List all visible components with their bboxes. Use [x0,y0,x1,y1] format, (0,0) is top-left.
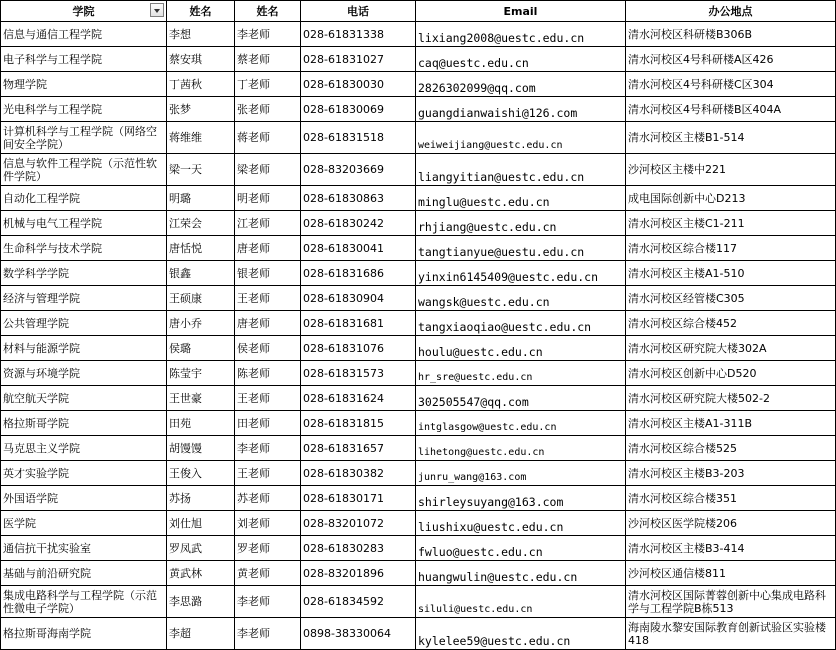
cell-phone[interactable]: 028-61831076 [301,336,416,361]
cell-name[interactable]: 李思潞 [167,586,235,618]
cell-title[interactable]: 苏老师 [235,486,301,511]
cell-phone[interactable]: 028-61830904 [301,286,416,311]
cell-office[interactable]: 清水河校区主楼B3-414 [626,536,836,561]
table-row [1,286,836,311]
column-header-title[interactable]: 姓名 [235,1,301,22]
cell-email[interactable]: 302505547@qq.com [416,386,626,411]
cell-email[interactable]: junru_wang@163.com [416,461,626,486]
cell-phone[interactable]: 0898-38330064 [301,618,416,650]
cell-title[interactable]: 江老师 [235,211,301,236]
cell-title[interactable]: 李老师 [235,586,301,618]
cell-phone[interactable]: 028-61830069 [301,97,416,122]
cell-college[interactable]: 自动化工程学院 [1,186,167,211]
table-row [1,211,836,236]
cell-college[interactable]: 生命科学与技术学院 [1,236,167,261]
cell-college[interactable]: 格拉斯哥学院 [1,411,167,436]
cell-office[interactable]: 清水河校区主楼C1-211 [626,211,836,236]
filter-dropdown-icon[interactable] [150,3,164,17]
cell-title[interactable]: 刘老师 [235,511,301,536]
cell-email[interactable]: liangyitian@uestc.edu.cn [416,154,626,186]
cell-office[interactable]: 沙河校区主楼中221 [626,154,836,186]
cell-phone[interactable]: 028-61831027 [301,47,416,72]
cell-college[interactable]: 英才实验学院 [1,461,167,486]
table-row [1,361,836,386]
cell-office[interactable]: 清水河校区经管楼C305 [626,286,836,311]
table-row [1,261,836,286]
table-row [1,154,836,186]
cell-name[interactable]: 张梦 [167,97,235,122]
cell-college[interactable]: 数学科学学院 [1,261,167,286]
table-row [1,436,836,461]
cell-college[interactable]: 公共管理学院 [1,311,167,336]
cell-name[interactable]: 唐恬悦 [167,236,235,261]
cell-college[interactable]: 格拉斯哥海南学院 [1,618,167,650]
cell-office[interactable]: 清水河校区研究院大楼502-2 [626,386,836,411]
table-row [1,236,836,261]
table-row [1,72,836,97]
cell-office[interactable]: 清水河校区主楼B3-203 [626,461,836,486]
cell-office[interactable]: 清水河校区主楼A1-311B [626,411,836,436]
cell-name[interactable]: 罗凤武 [167,536,235,561]
column-header-phone[interactable]: 电话 [301,1,416,22]
cell-email[interactable]: shirleysuyang@163.com [416,486,626,511]
cell-phone[interactable]: 028-61830863 [301,186,416,211]
table-row [1,336,836,361]
cell-office[interactable]: 清水河校区综合楼525 [626,436,836,461]
cell-email[interactable]: tangxiaoqiao@uestc.edu.cn [416,311,626,336]
cell-office[interactable]: 清水河校区4号科研楼B区404A [626,97,836,122]
cell-name[interactable]: 江荣会 [167,211,235,236]
cell-email[interactable]: lixiang2008@uestc.edu.cn [416,22,626,47]
cell-name[interactable]: 明璐 [167,186,235,211]
cell-college[interactable]: 资源与环境学院 [1,361,167,386]
cell-college[interactable]: 信息与软件工程学院（示范性软件学院） [1,154,167,186]
cell-name[interactable]: 侯璐 [167,336,235,361]
cell-email[interactable]: huangwulin@uestc.edu.cn [416,561,626,586]
cell-title[interactable]: 罗老师 [235,536,301,561]
cell-email[interactable]: lihetong@uestc.edu.cn [416,436,626,461]
cell-phone[interactable]: 028-61830382 [301,461,416,486]
cell-email[interactable]: guangdianwaishi@126.com [416,97,626,122]
cell-name[interactable]: 王世豪 [167,386,235,411]
column-header-name[interactable]: 姓名 [167,1,235,22]
column-header-label: 学院 [72,4,95,18]
table-row [1,411,836,436]
cell-phone[interactable]: 028-61831573 [301,361,416,386]
table-row [1,486,836,511]
cell-phone[interactable]: 028-61831815 [301,411,416,436]
cell-title[interactable]: 梁老师 [235,154,301,186]
cell-phone[interactable]: 028-61831624 [301,386,416,411]
cell-college[interactable]: 基础与前沿研究院 [1,561,167,586]
cell-title[interactable]: 陈老师 [235,361,301,386]
cell-office[interactable]: 清水河校区研究院大楼302A [626,336,836,361]
cell-phone[interactable]: 028-61831518 [301,122,416,154]
cell-name[interactable]: 胡馒馒 [167,436,235,461]
cell-email[interactable]: rhjiang@uestc.edu.cn [416,211,626,236]
table-row [1,461,836,486]
cell-name[interactable]: 蔡安琪 [167,47,235,72]
cell-office[interactable]: 清水河校区主楼B1-514 [626,122,836,154]
table-row [1,586,836,618]
cell-phone[interactable]: 028-61831681 [301,311,416,336]
cell-office[interactable]: 清水河校区综合楼117 [626,236,836,261]
cell-email[interactable]: yinxin6145409@uestc.edu.cn [416,261,626,286]
cell-title[interactable]: 李老师 [235,436,301,461]
cell-college[interactable]: 机械与电气工程学院 [1,211,167,236]
table-row [1,122,836,154]
column-header-college[interactable] [1,1,167,22]
cell-name[interactable]: 陈莹宇 [167,361,235,386]
cell-phone[interactable]: 028-61831338 [301,22,416,47]
cell-title[interactable]: 蔡老师 [235,47,301,72]
cell-title[interactable]: 田老师 [235,411,301,436]
cell-email[interactable]: fwluo@uestc.edu.cn [416,536,626,561]
cell-title[interactable]: 唐老师 [235,311,301,336]
cell-office[interactable]: 清水河校区主楼A1-510 [626,261,836,286]
table-row [1,386,836,411]
cell-phone[interactable]: 028-61830171 [301,486,416,511]
cell-email[interactable]: kylelee59@uestc.edu.cn [416,618,626,650]
cell-email[interactable]: siluli@uestc.edu.cn [416,586,626,618]
header-row [1,1,836,22]
cell-name[interactable]: 银鑫 [167,261,235,286]
table-row [1,22,836,47]
cell-email[interactable]: caq@uestc.edu.cn [416,47,626,72]
cell-office[interactable]: 清水河校区国际菁蓉创新中心集成电路科学与工程学院B栋513 [626,586,836,618]
cell-phone[interactable]: 028-61830030 [301,72,416,97]
cell-college[interactable]: 光电科学与工程学院 [1,97,167,122]
table-row [1,618,836,650]
cell-phone[interactable]: 028-61830283 [301,536,416,561]
cell-phone[interactable]: 028-61831657 [301,436,416,461]
cell-college[interactable]: 集成电路科学与工程学院（示范性微电子学院） [1,586,167,618]
cell-office[interactable]: 沙河校区通信楼811 [626,561,836,586]
cell-office[interactable]: 海南陵水黎安国际教育创新试验区实验楼418 [626,618,836,650]
cell-title[interactable]: 王老师 [235,286,301,311]
cell-name[interactable]: 梁一天 [167,154,235,186]
cell-college[interactable]: 通信抗干扰实验室 [1,536,167,561]
cell-email[interactable]: minglu@uestc.edu.cn [416,186,626,211]
cell-title[interactable]: 丁老师 [235,72,301,97]
cell-title[interactable]: 李老师 [235,22,301,47]
cell-title[interactable]: 唐老师 [235,236,301,261]
cell-title[interactable]: 黄老师 [235,561,301,586]
cell-office[interactable]: 清水河校区创新中心D520 [626,361,836,386]
cell-phone[interactable]: 028-61830041 [301,236,416,261]
cell-email[interactable]: tangtianyue@uestu.edu.cn [416,236,626,261]
cell-office[interactable]: 清水河校区4号科研楼C区304 [626,72,836,97]
cell-college[interactable]: 材料与能源学院 [1,336,167,361]
cell-office[interactable]: 清水河校区综合楼452 [626,311,836,336]
cell-title[interactable]: 张老师 [235,97,301,122]
cell-email[interactable]: hr_sre@uestc.edu.cn [416,361,626,386]
table-row [1,511,836,536]
cell-phone[interactable]: 028-61830242 [301,211,416,236]
cell-college[interactable]: 物理学院 [1,72,167,97]
cell-college[interactable]: 经济与管理学院 [1,286,167,311]
cell-name[interactable]: 丁茜秋 [167,72,235,97]
cell-title[interactable]: 蒋老师 [235,122,301,154]
column-header-email[interactable]: Email [416,1,626,22]
table-row [1,186,836,211]
cell-name[interactable]: 李超 [167,618,235,650]
cell-name[interactable]: 王硕康 [167,286,235,311]
cell-name[interactable]: 黄武林 [167,561,235,586]
column-header-office[interactable]: 办公地点 [626,1,836,22]
cell-email[interactable]: wangsk@uestc.edu.cn [416,286,626,311]
cell-college[interactable]: 电子科学与工程学院 [1,47,167,72]
cell-name[interactable]: 蒋维维 [167,122,235,154]
cell-office[interactable]: 清水河校区科研楼B306B [626,22,836,47]
cell-title[interactable]: 王老师 [235,461,301,486]
cell-name[interactable]: 田苑 [167,411,235,436]
cell-email[interactable]: houlu@uestc.edu.cn [416,336,626,361]
table-row [1,97,836,122]
cell-phone[interactable]: 028-83201896 [301,561,416,586]
table-row [1,47,836,72]
cell-office[interactable]: 沙河校区医学院楼206 [626,511,836,536]
cell-office[interactable]: 清水河校区4号科研楼A区426 [626,47,836,72]
table-row [1,536,836,561]
cell-phone[interactable]: 028-83201072 [301,511,416,536]
cell-college[interactable]: 医学院 [1,511,167,536]
cell-phone[interactable]: 028-83203669 [301,154,416,186]
cell-title[interactable]: 王老师 [235,386,301,411]
cell-phone[interactable]: 028-61834592 [301,586,416,618]
cell-email[interactable]: liushixu@uestc.edu.cn [416,511,626,536]
cell-college[interactable]: 信息与通信工程学院 [1,22,167,47]
table-row [1,561,836,586]
cell-title[interactable]: 李老师 [235,618,301,650]
cell-email[interactable]: intglasgow@uestc.edu.cn [416,411,626,436]
cell-name[interactable]: 王俊入 [167,461,235,486]
table-row [1,311,836,336]
cell-college[interactable]: 马克思主义学院 [1,436,167,461]
cell-office[interactable]: 清水河校区综合楼351 [626,486,836,511]
cell-phone[interactable]: 028-61831686 [301,261,416,286]
cell-college[interactable]: 外国语学院 [1,486,167,511]
cell-title[interactable]: 侯老师 [235,336,301,361]
cell-office[interactable]: 成电国际创新中心D213 [626,186,836,211]
cell-title[interactable]: 明老师 [235,186,301,211]
cell-email[interactable]: weiweijiang@uestc.edu.cn [416,122,626,154]
cell-name[interactable]: 刘仕旭 [167,511,235,536]
cell-name[interactable]: 唐小乔 [167,311,235,336]
cell-title[interactable]: 银老师 [235,261,301,286]
cell-name[interactable]: 李想 [167,22,235,47]
cell-college[interactable]: 计算机科学与工程学院（网络空间安全学院） [1,122,167,154]
cell-name[interactable]: 苏扬 [167,486,235,511]
cell-college[interactable]: 航空航天学院 [1,386,167,411]
cell-email[interactable]: 2826302099@qq.com [416,72,626,97]
